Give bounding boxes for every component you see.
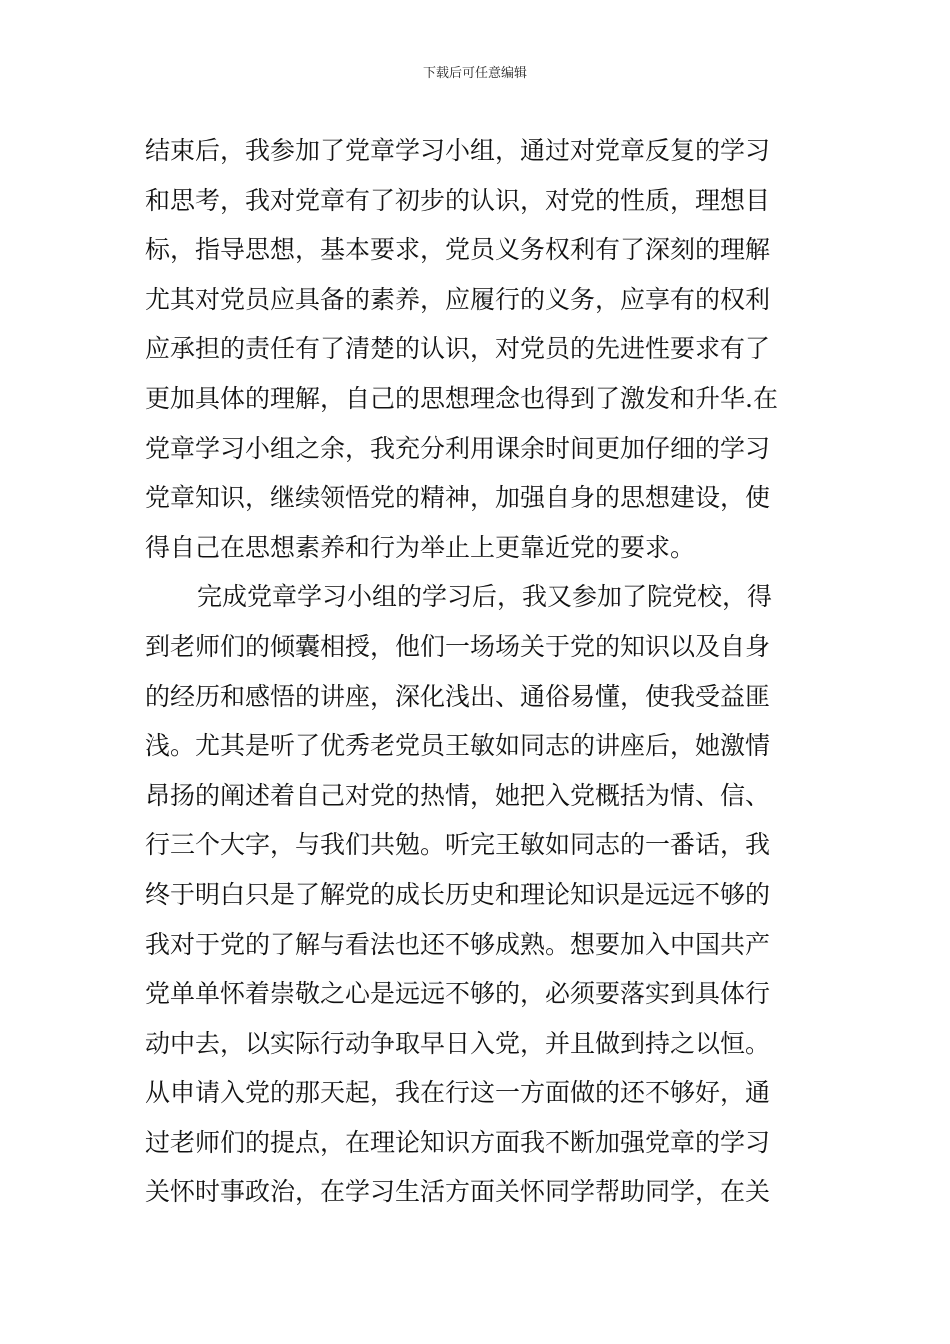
text-line: 浅。尤其是听了优秀老党员王敏如同志的讲座后，她激情	[145, 731, 771, 761]
text-line: 关怀时事政治，在学习生活方面关怀同学帮助同学，在关	[145, 1177, 771, 1207]
text-line: 标，指导思想，基本要求，党员义务权利有了深刻的理解	[145, 235, 771, 265]
text-line: 完成党章学习小组的学习后，我又参加了院党校，得	[197, 582, 773, 612]
text-line: 动中去，以实际行动争取早日入党，并且做到持之以恒。	[145, 1028, 771, 1058]
text-line: 昂扬的阐述着自己对党的热情，她把入党概括为情、信、	[145, 780, 771, 810]
page-header: 下载后可任意编辑	[422, 66, 527, 81]
text-line: 党单单怀着崇敬之心是远远不够的，必须要落实到具体行	[145, 979, 771, 1009]
text-line: 应承担的责任有了清楚的认识，对党员的先进性要求有了	[145, 334, 771, 364]
text-line: 得自己在思想素养和行为举止上更靠近党的要求。	[145, 532, 696, 562]
text-line: 党章学习小组之余，我充分利用课余时间更加仔细的学习	[145, 433, 771, 463]
text-line: 我对于党的了解与看法也还不够成熟。想要加入中国共产	[145, 929, 771, 959]
document-body	[145, 126, 810, 1217]
text-line: 过老师们的提点，在理论知识方面我不断加强党章的学习	[145, 1127, 771, 1157]
text-line: 的经历和感悟的讲座，深化浅出、通俗易懂，使我受益匪	[145, 681, 771, 711]
text-line: 党章知识，继续领悟党的精神，加强自身的思想建设，使	[145, 483, 771, 513]
text-line: 结束后，我参加了党章学习小组，通过对党章反复的学习	[145, 136, 771, 165]
text-line: 行三个大字，与我们共勉。听完王敏如同志的一番话，我	[145, 830, 771, 860]
text-line: 和思考，我对党章有了初步的认识，对党的性质，理想目	[145, 185, 771, 215]
text-line: 从申请入党的那天起，我在行这一方面做的还不够好，通	[145, 1078, 771, 1108]
text-line: 终于明白只是了解党的成长历史和理论知识是远远不够的	[145, 879, 771, 909]
text-line: 尤其对党员应具备的素养，应履行的义务，应享有的权利	[145, 284, 771, 314]
text-line: 到老师们的倾囊相授，他们一场场关于党的知识以及自身	[145, 631, 771, 661]
paragraph-2	[145, 572, 810, 1217]
paragraph-1	[145, 126, 810, 572]
text-line: 更加具体的理解，自己的思想理念也得到了激发和升华.在	[145, 383, 778, 413]
